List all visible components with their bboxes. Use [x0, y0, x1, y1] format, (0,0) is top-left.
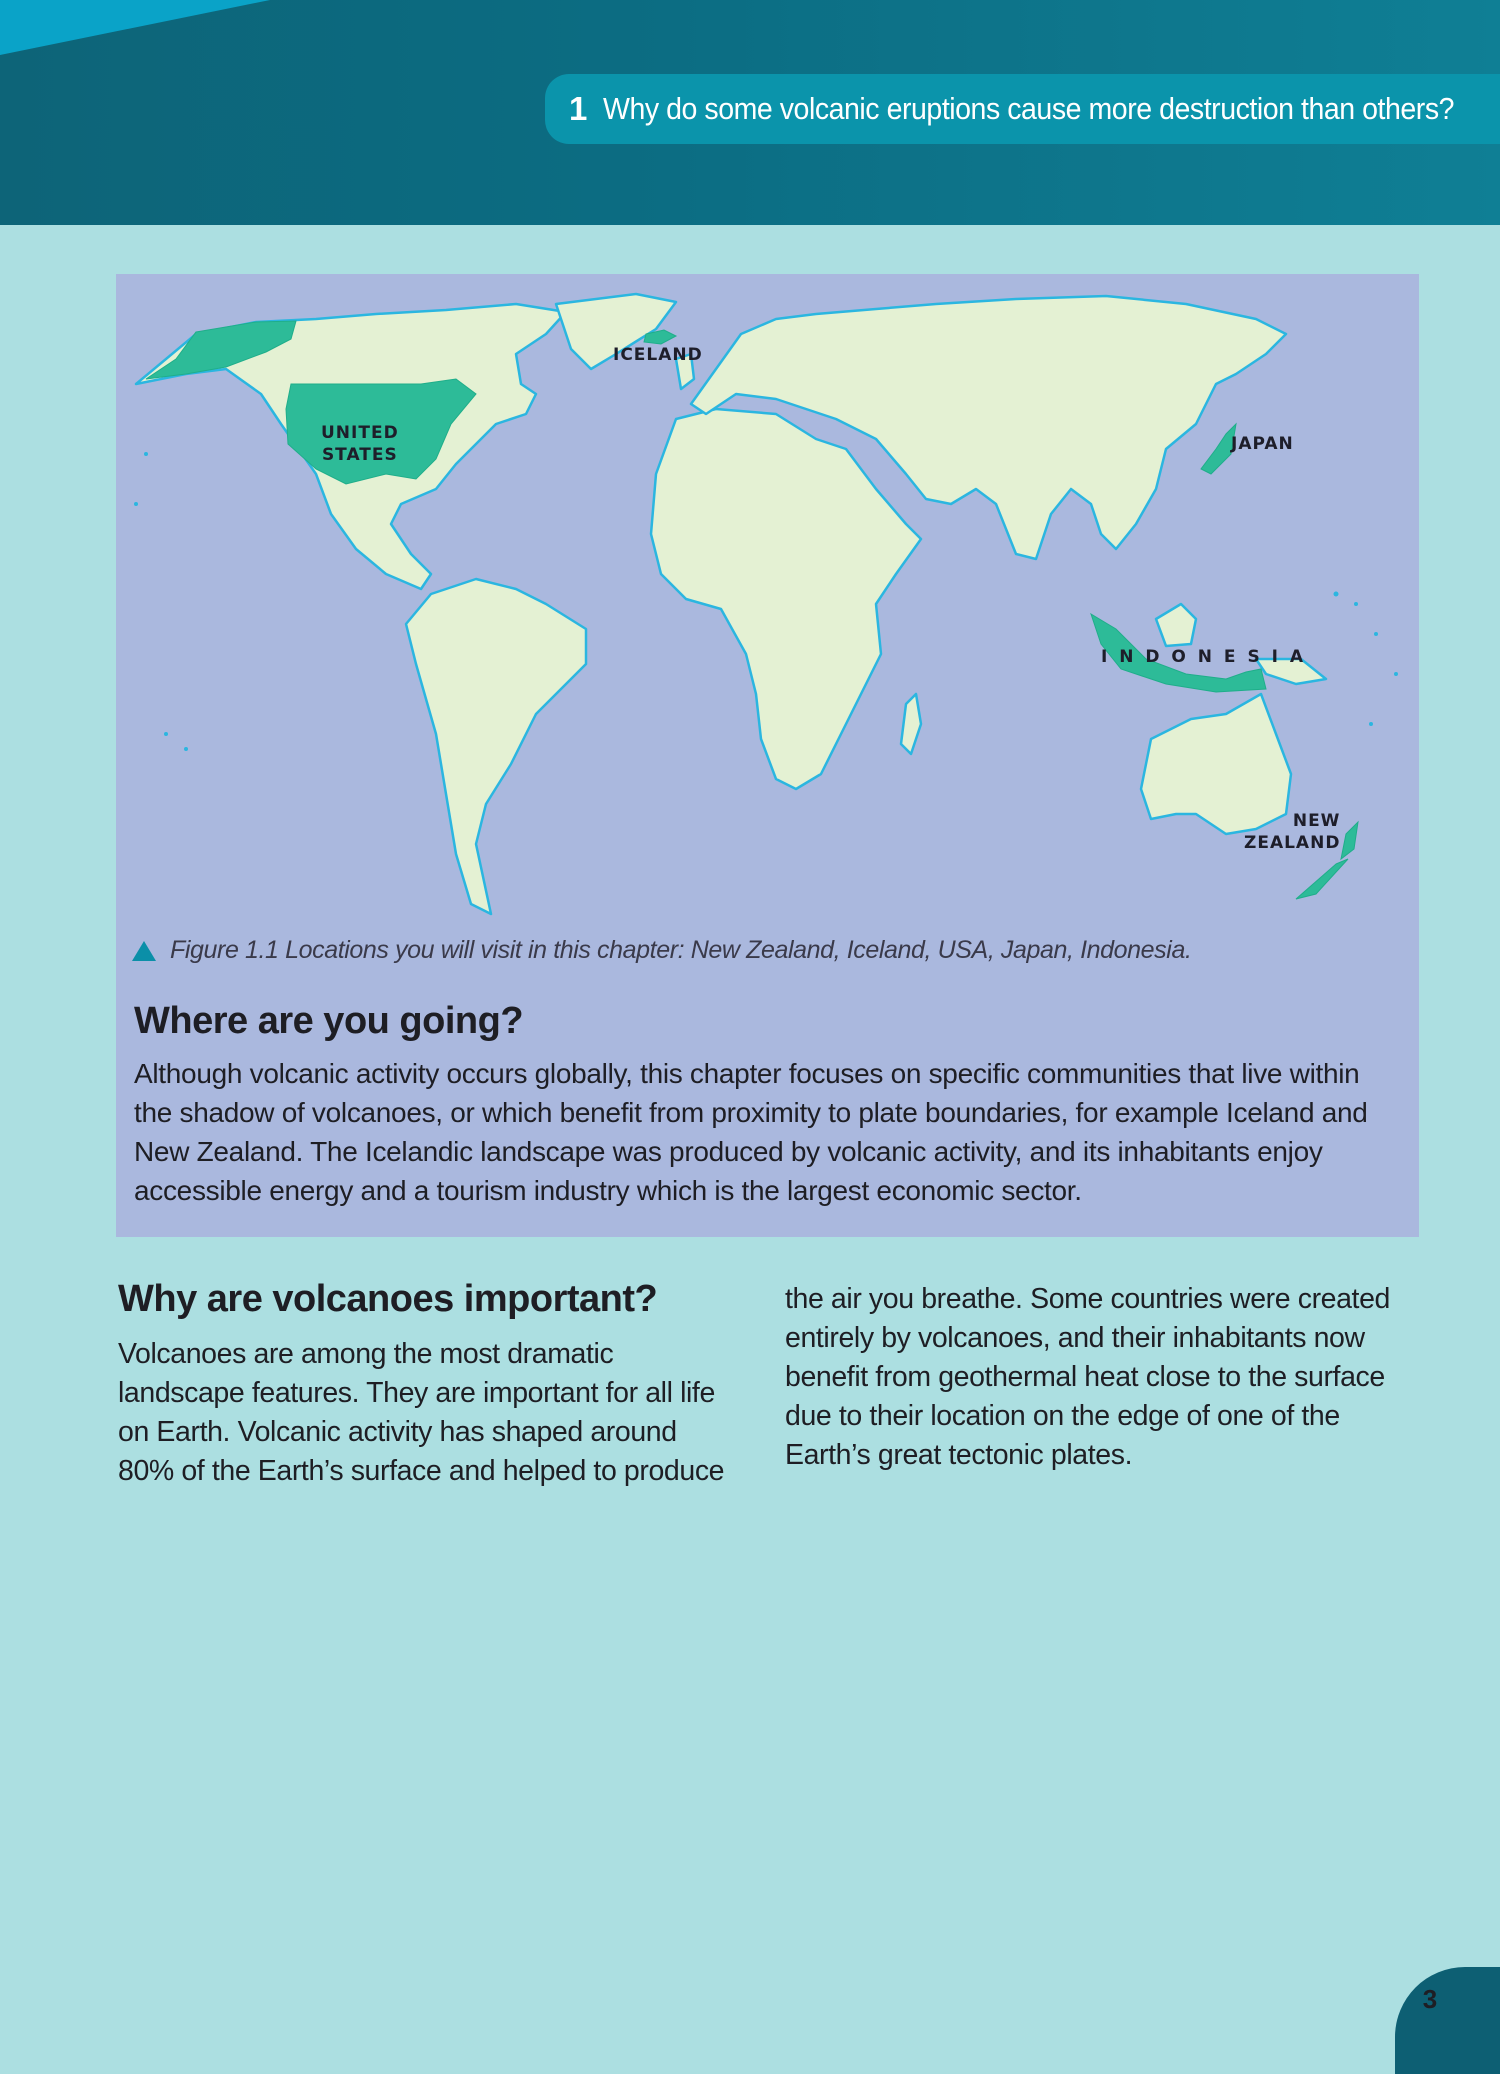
world-map [116, 274, 1419, 934]
why-body-left: Volcanoes are among the most dramatic landscape features. They are important for all life on Earth. Volcanic activity has shaped around 80% of the Earth’s surface and helped to produce [118, 1338, 725, 1487]
africa-landmass [651, 409, 921, 789]
map-label-new-zealand: NEW ZEALAND [1244, 811, 1341, 853]
chapter-title-pill [545, 74, 1500, 144]
map-label-japan: JAPAN [1231, 434, 1294, 454]
where-body: Although volcanic activity occurs globally, this chapter focuses on specific communities that live within the shadow of volcanoes, or which benefit from proximity to plate boundaries, for example Iceland and New Zealand. The Icelandic landscape was produced by volcanic activity, and its inhabitants enjoy accessible energy and a tourism industry which is the largest economic sector. [134, 1058, 1368, 1206]
caption-triangle-icon [132, 941, 156, 961]
chapter-number: 1 [569, 90, 588, 127]
figure-caption-text: Figure 1.1 Locations you will visit in this chapter: New Zealand, Iceland, USA, Japan, Indonesia. [170, 936, 1192, 964]
madagascar-landmass [901, 694, 921, 754]
chapter-title: Why do some volcanic eruptions cause more destruction than others? [603, 91, 1455, 126]
page-number: 3 [1422, 1984, 1438, 2014]
why-column-left [118, 1278, 738, 1491]
map-label-iceland: ICELAND [613, 345, 703, 365]
where-heading: Where are you going? [134, 1000, 524, 1042]
borneo-landmass [1156, 604, 1196, 646]
figure-caption [128, 936, 1192, 965]
map-label-indonesia: I N D O N E S I A [1101, 647, 1307, 667]
chapter-header-band [0, 0, 1500, 225]
south-america-landmass [406, 579, 586, 914]
why-body-right: the air you breathe. Some countries were created entirely by volcanoes, and their inhabitants now benefit from geothermal heat close to the surface due to their location on the edge of one of the Earth’s great tectonic plates. [785, 1283, 1390, 1471]
map-label-united-states: UNITED STATES [321, 423, 399, 465]
header-accent-stripe [0, 0, 300, 60]
figure-panel [116, 274, 1419, 1237]
why-heading: Why are volcanoes important? [118, 1278, 658, 1320]
